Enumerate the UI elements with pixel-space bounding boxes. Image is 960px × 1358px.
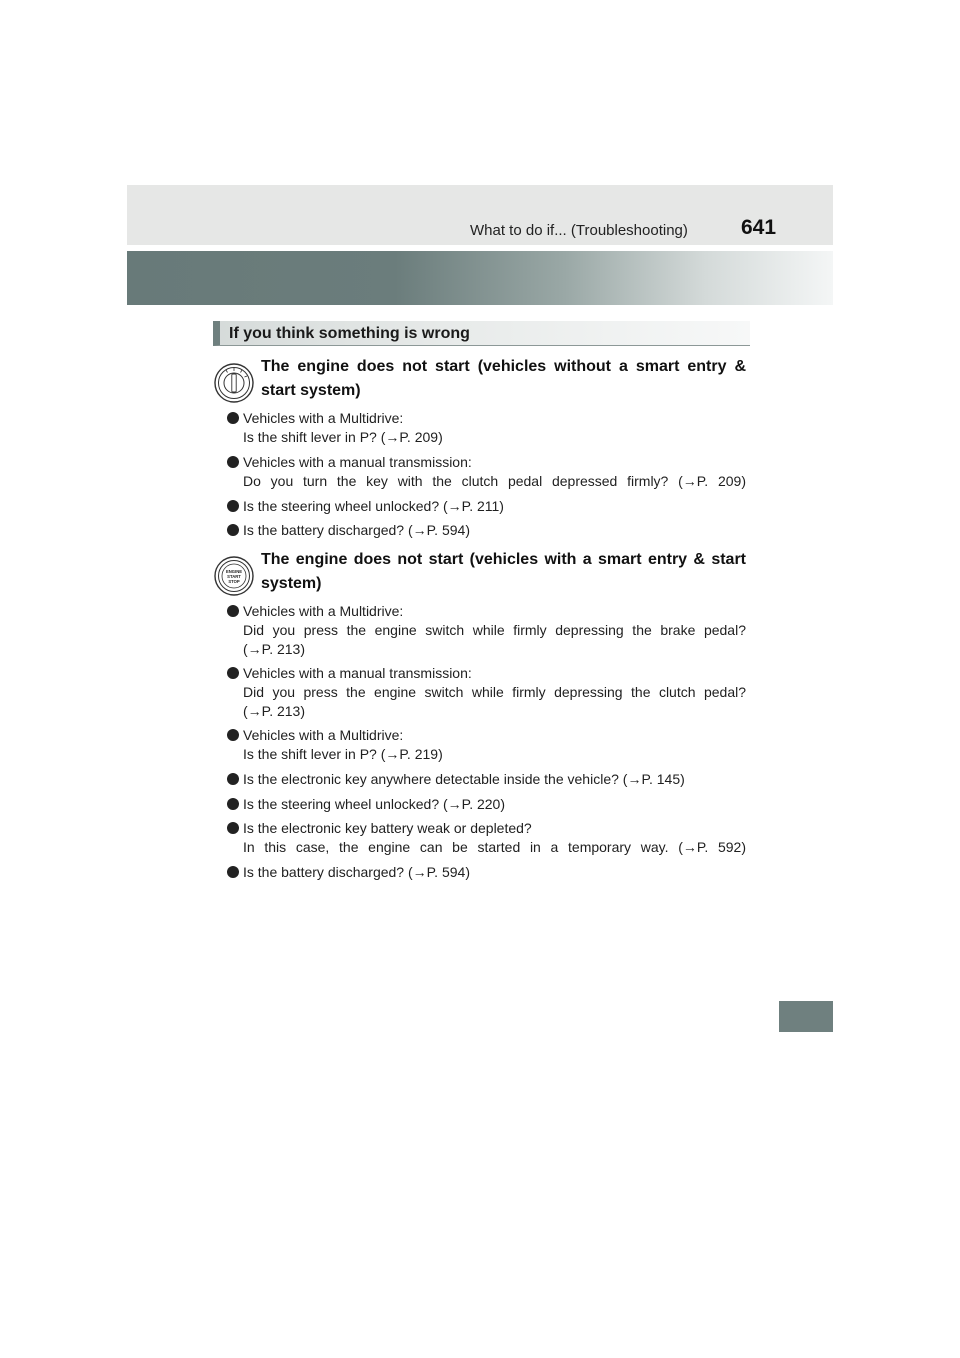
chapter-gradient-bar bbox=[127, 251, 833, 305]
bullet-icon bbox=[227, 729, 239, 741]
bullet-icon bbox=[227, 412, 239, 424]
bullet-icon bbox=[227, 822, 239, 834]
list-item-text: Vehicles with a Multidrive: bbox=[243, 603, 404, 619]
list-item-text: Vehicles with a manual transmission: bbox=[243, 665, 472, 681]
list-item-text: Vehicles with a Multidrive: bbox=[243, 410, 404, 426]
list-item-text: In this case, the engine can be started in a temporary way. (→P. 592) bbox=[243, 839, 746, 855]
list-item-text: Is the battery discharged? (→P. 594) bbox=[243, 864, 470, 880]
list-item bbox=[227, 726, 746, 764]
list-item-text: Did you press the engine switch while firmly depressing the brake pedal? bbox=[243, 622, 746, 638]
bullet-icon bbox=[227, 605, 239, 617]
list-item bbox=[227, 602, 746, 659]
bullet-icon bbox=[227, 456, 239, 468]
page-number: 641 bbox=[741, 216, 777, 239]
list-item bbox=[227, 863, 746, 882]
block1-title: The engine does not start (vehicles without a smart entry & start system) bbox=[261, 358, 746, 399]
chapter-side-tab bbox=[779, 1001, 833, 1032]
list-item-text: Is the electronic key anywhere detectable inside the vehicle? (→P. 145) bbox=[243, 771, 685, 787]
engine-start-stop-button-icon bbox=[214, 556, 254, 596]
list-item bbox=[227, 497, 746, 516]
list-item bbox=[227, 521, 746, 540]
list-item-text: Is the shift lever in P? (→P. 219) bbox=[243, 746, 443, 762]
bullet-icon bbox=[227, 866, 239, 878]
chapter-title: What to do if... (Troubleshooting) bbox=[470, 222, 688, 239]
list-item-text: Is the electronic key battery weak or depleted? bbox=[243, 820, 532, 836]
section-heading bbox=[213, 321, 750, 346]
list-item-text: (→P. 213) bbox=[243, 703, 305, 719]
bullet-icon bbox=[227, 773, 239, 785]
bullet-icon bbox=[227, 500, 239, 512]
list-item-text: Did you press the engine switch while firmly depressing the clutch pedal? bbox=[243, 684, 746, 700]
list-item-text: Vehicles with a manual transmission: bbox=[243, 454, 472, 470]
list-item-text: Vehicles with a Multidrive: bbox=[243, 727, 404, 743]
ignition-key-switch-icon bbox=[214, 363, 254, 403]
list-item-text: Is the steering wheel unlocked? (→P. 220) bbox=[243, 796, 506, 812]
list-item bbox=[227, 795, 746, 814]
icon-text-start: START bbox=[227, 574, 241, 579]
list-item bbox=[227, 409, 746, 447]
bullet-icon bbox=[227, 798, 239, 810]
list-item bbox=[227, 819, 746, 857]
bullet-icon bbox=[227, 524, 239, 536]
block2-title: The engine does not start (vehicles with a smart entry & start system) bbox=[261, 551, 746, 592]
icon-text-stop: STOP bbox=[228, 579, 240, 584]
list-item-text: Is the shift lever in P? (→P. 209) bbox=[243, 429, 443, 445]
list-item bbox=[227, 453, 746, 491]
list-item-text: Do you turn the key with the clutch pedal depressed firmly? (→P. 209) bbox=[243, 473, 746, 489]
list-item-text: (→P. 213) bbox=[243, 641, 305, 657]
section-heading-text: If you think something is wrong bbox=[229, 325, 470, 342]
list-item-text: Is the battery discharged? (→P. 594) bbox=[243, 522, 470, 538]
list-item bbox=[227, 664, 746, 721]
icon-text-engine: ENGINE bbox=[225, 569, 243, 574]
list-item bbox=[227, 770, 746, 789]
list-item-text: Is the steering wheel unlocked? (→P. 211) bbox=[243, 498, 504, 514]
bullet-icon bbox=[227, 667, 239, 679]
